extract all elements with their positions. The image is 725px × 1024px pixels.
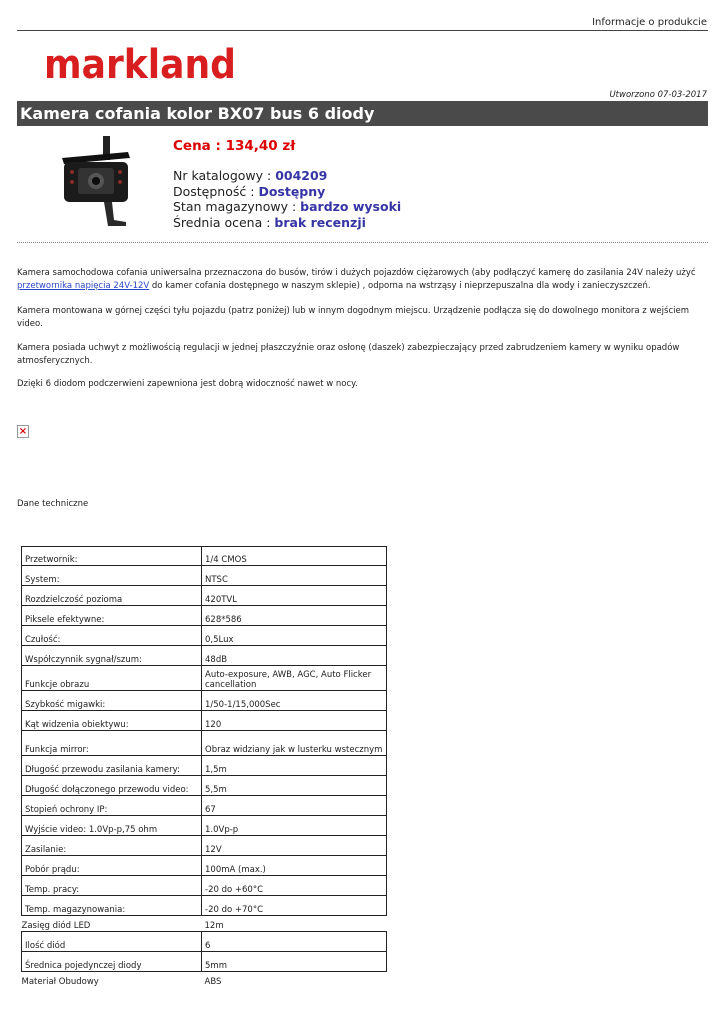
description-text: Kamera samochodowa cofania uniwersalna przeznaczona do busów, tirów i dużych pojazdów ciężarowych (aby podłączyć kamerę do zasilania 24V należy użyć <box>17 268 696 278</box>
spec-value: 12m <box>204 921 224 931</box>
spec-value: 67 <box>202 796 387 816</box>
spec-value: 5mm <box>202 952 387 972</box>
spec-label: System: <box>22 566 202 586</box>
catalog-number-label: Nr katalogowy : <box>173 168 276 183</box>
spec-value: 1/4 CMOS <box>202 547 387 566</box>
spec-row <box>22 896 387 916</box>
spec-label: Funkcja mirror: <box>22 731 202 756</box>
spec-label: Temp. pracy: <box>22 876 202 896</box>
spec-row <box>22 666 387 691</box>
spec-value: 420TVL <box>202 586 387 606</box>
spec-label: Temp. magazynowania: <box>22 896 202 916</box>
spec-label: Rozdzielczość pozioma <box>22 586 202 606</box>
spec-value: Obraz widziany jak w lusterku wstecznym <box>202 731 387 756</box>
spec-row <box>22 776 387 796</box>
spec-value: 100mA (max.) <box>202 856 387 876</box>
spec-label: Ilość diód <box>22 932 202 952</box>
catalog-number-value: 004209 <box>275 168 328 183</box>
spec-value: 5,5m <box>202 776 387 796</box>
spec-label: Pobór prądu: <box>22 856 202 876</box>
spec-row <box>22 646 387 666</box>
created-date: Utworzono 07-03-2017 <box>609 90 707 100</box>
spec-value: Auto-exposure, AWB, AGC, Auto Flicker cancellation <box>202 666 387 691</box>
description-paragraph-4: Dzięki 6 diodom podczerwieni zapewniona jest dobrą widoczność nawet w nocy. <box>17 379 358 389</box>
availability-row <box>173 184 325 199</box>
spec-row <box>22 972 387 988</box>
spec-row <box>22 606 387 626</box>
spec-value: 12V <box>202 836 387 856</box>
description-text: do kamer cofania dostępnego w naszym sklepie) , odporna na wstrząsy i nieprzepuszalna dla wody i zanieczyszczeń. <box>149 280 651 291</box>
spec-row <box>22 932 387 952</box>
stock-label: Stan magazynowy : <box>173 199 301 214</box>
spec-value: ABS <box>204 977 222 987</box>
spec-value: 120 <box>202 711 387 731</box>
spec-row <box>22 876 387 896</box>
spec-label: Szybkość migawki: <box>22 691 202 711</box>
spec-value: 48dB <box>202 646 387 666</box>
spec-row <box>22 691 387 711</box>
spec-row <box>22 916 387 932</box>
spec-label: Zasilanie: <box>22 836 202 856</box>
spec-value: -20 do +60°C <box>202 876 387 896</box>
spec-label: Materiał Obudowy <box>21 977 99 987</box>
spec-value: 628*586 <box>202 606 387 626</box>
broken-image-icon: × <box>18 426 28 437</box>
description-paragraph-3: Kamera posiada uchwyt z możliwością regulacji w jednej płaszczyźnie oraz osłonę (daszek) zabezpieczający przed zabrudzeniem kamery w wyniku opadów atmosferycznych. <box>17 343 680 366</box>
spec-label: Piksele efektywne: <box>22 606 202 626</box>
product-info-link[interactable]: Informacje o produkcie <box>592 17 707 28</box>
spec-label: Czułość: <box>22 626 202 646</box>
product-image[interactable] <box>48 136 163 232</box>
spec-value: 0,5Lux <box>202 626 387 646</box>
spec-label: Przetwornik: <box>22 547 202 566</box>
availability-label: Dostępność : <box>173 184 259 199</box>
header-divider <box>17 30 708 31</box>
spec-label: Zasięg diód LED <box>21 921 91 931</box>
spec-row <box>22 796 387 816</box>
spec-row <box>22 756 387 776</box>
description-paragraph-1 <box>17 267 707 292</box>
catalog-number-row <box>173 168 327 183</box>
product-price: Cena : 134,40 zł <box>173 138 296 154</box>
spec-row <box>22 586 387 606</box>
spec-label: Funkcje obrazu <box>22 666 202 691</box>
spec-row <box>22 547 387 566</box>
svg-text:markland: markland <box>44 44 236 88</box>
rating-row <box>173 215 366 230</box>
converter-link[interactable]: przetwornika napięcia 24V-12V <box>17 280 150 291</box>
rating-label: Średnia ocena : <box>173 215 275 230</box>
spec-row <box>22 836 387 856</box>
spec-label: Kąt widzenia obiektywu: <box>22 711 202 731</box>
spec-value: 1/50-1/15,000Sec <box>202 691 387 711</box>
section-divider <box>17 242 708 243</box>
rating-value[interactable]: brak recenzji <box>274 215 366 230</box>
spec-value: NTSC <box>202 566 387 586</box>
spec-row <box>22 711 387 731</box>
spec-row <box>22 856 387 876</box>
stock-row <box>173 199 401 214</box>
spec-value: 1.0Vp-p <box>202 816 387 836</box>
spec-label: Średnica pojedynczej diody <box>22 952 202 972</box>
spec-value: 1,5m <box>202 756 387 776</box>
tech-specs-heading: Dane techniczne <box>17 499 89 509</box>
spec-row <box>22 952 387 972</box>
spec-label: Współczynnik sygnał/szum: <box>22 646 202 666</box>
spec-value: 6 <box>202 932 387 952</box>
spec-label: Długość przewodu zasilania kamery: <box>22 756 202 776</box>
stock-value: bardzo wysoki <box>300 199 402 214</box>
spec-label: Wyjście video: 1.0Vp-p,75 ohm <box>22 816 202 836</box>
spec-row <box>22 566 387 586</box>
product-title: Kamera cofania kolor BX07 bus 6 diody <box>17 101 708 126</box>
spec-value: -20 do +70°C <box>202 896 387 916</box>
spec-row <box>22 626 387 646</box>
availability-value: Dostępny <box>258 184 326 199</box>
spec-label: Długość dołączonego przewodu video: <box>22 776 202 796</box>
markland-logo[interactable] <box>44 44 244 88</box>
spec-row <box>22 816 387 836</box>
spec-row <box>22 731 387 756</box>
spec-label: Stopień ochrony IP: <box>22 796 202 816</box>
tech-specs-table <box>21 546 387 987</box>
description-paragraph-2: Kamera montowana w górnej części tyłu pojazdu (patrz poniżej) lub w innym dogodnym miejscu. Urządzenie podłącza się do dowolnego monitora z wejściem video. <box>17 306 689 329</box>
